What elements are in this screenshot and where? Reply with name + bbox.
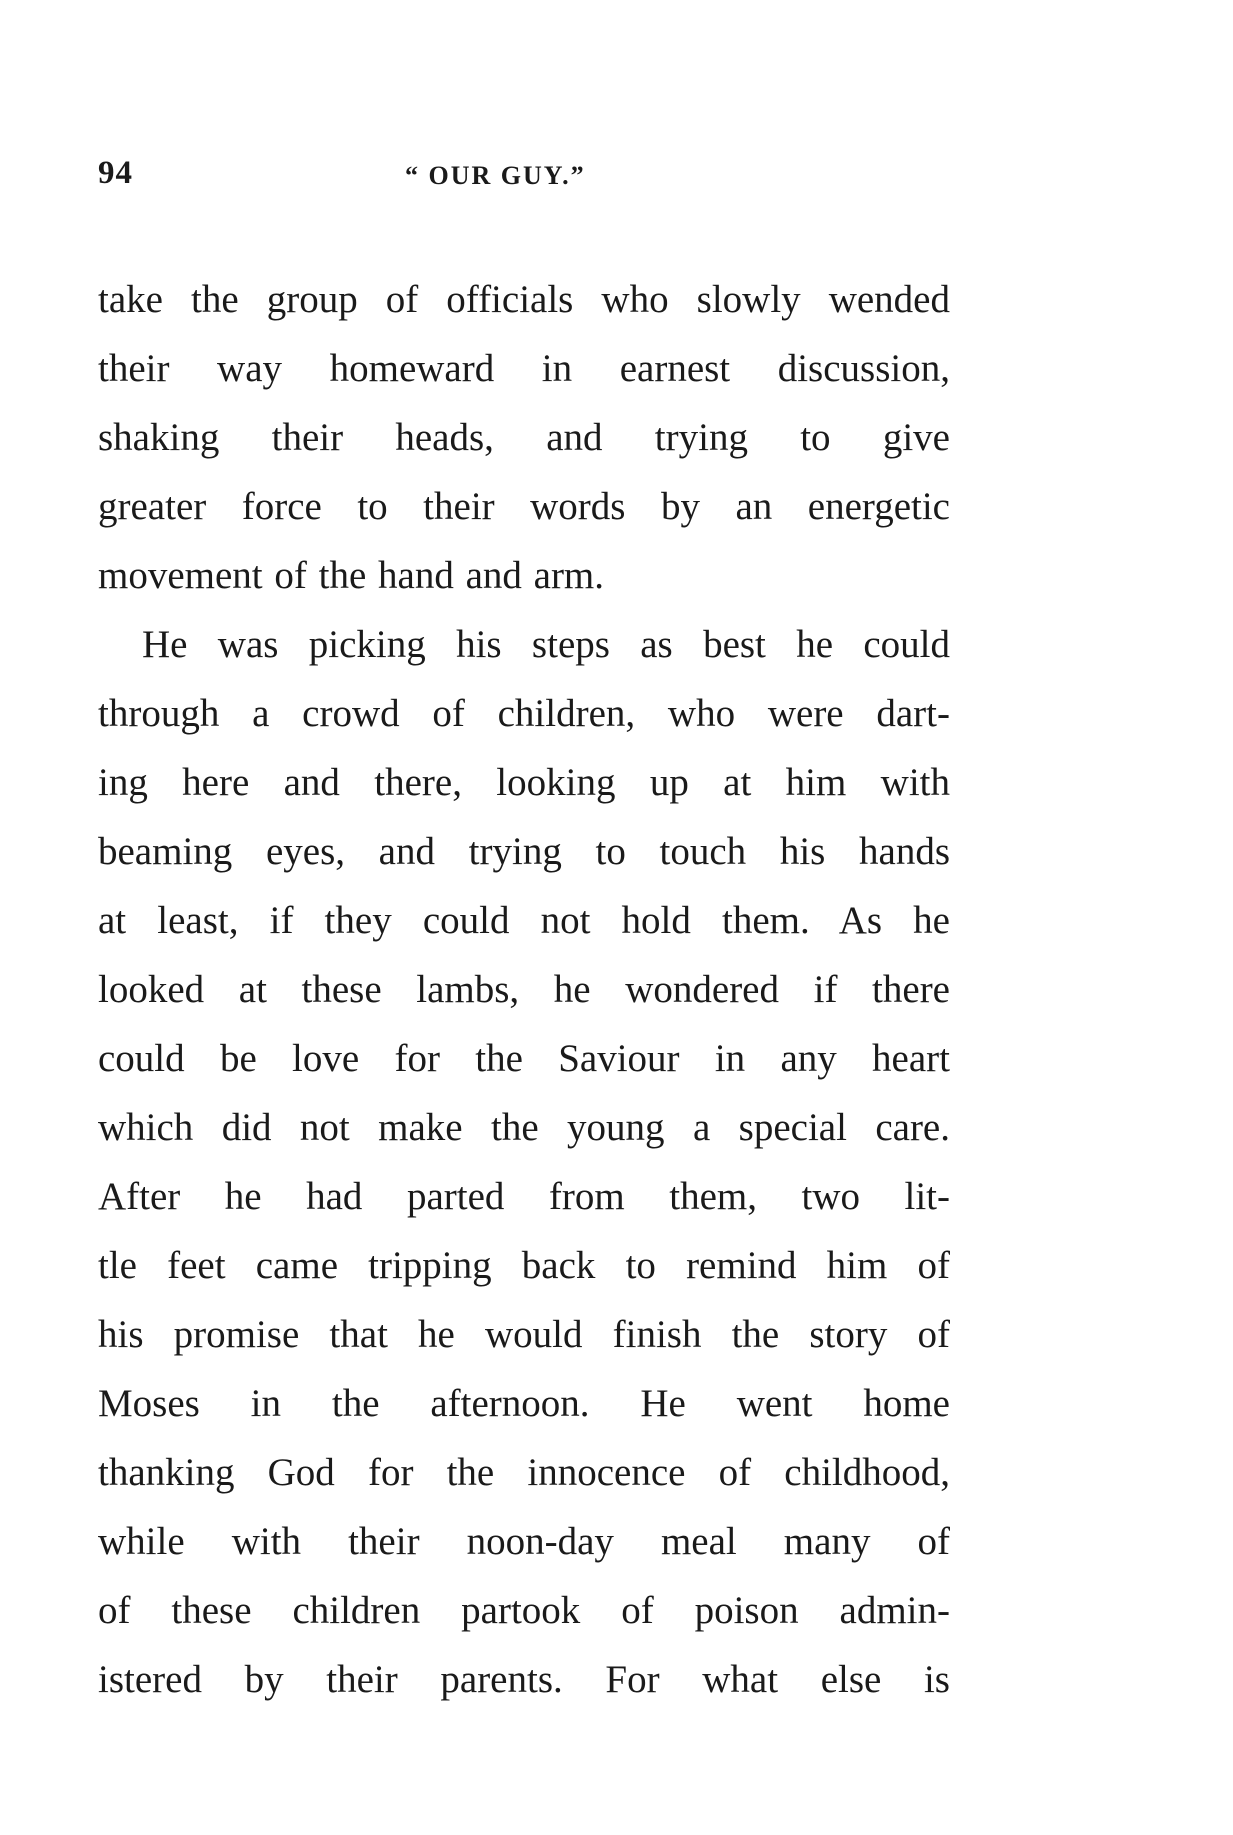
text-line: beaming eyes, and trying to touch his hands bbox=[98, 830, 950, 873]
text-line: while with their noon-day meal many of bbox=[98, 1520, 950, 1563]
text-line: his promise that he would finish the story of bbox=[98, 1313, 950, 1356]
text-line: could be love for the Saviour in any heart bbox=[98, 1037, 950, 1080]
text-line: After he had parted from them, two lit- bbox=[98, 1175, 950, 1218]
page-header bbox=[98, 155, 948, 205]
text-line: which did not make the young a special care. bbox=[98, 1106, 950, 1149]
text-line: He was picking his steps as best he could bbox=[142, 623, 950, 666]
text-line: Moses in the afternoon. He went home bbox=[98, 1382, 950, 1425]
text-line: ing here and there, looking up at him with bbox=[98, 761, 950, 804]
body-text bbox=[98, 265, 950, 1714]
text-line: of these children partook of poison admin- bbox=[98, 1589, 950, 1632]
running-title: “ OUR GUY.” bbox=[405, 161, 586, 190]
text-line: their way homeward in earnest discussion, bbox=[98, 347, 950, 390]
text-line: istered by their parents. For what else is bbox=[98, 1658, 950, 1701]
page-number: 94 bbox=[98, 155, 133, 191]
text-line: tle feet came tripping back to remind him of bbox=[98, 1244, 950, 1287]
text-line: shaking their heads, and trying to give bbox=[98, 416, 950, 459]
text-line: at least, if they could not hold them. As he bbox=[98, 899, 950, 942]
text-line: greater force to their words by an energetic bbox=[98, 485, 950, 528]
text-line: looked at these lambs, he wondered if there bbox=[98, 968, 950, 1011]
text-line: take the group of officials who slowly wended bbox=[98, 278, 950, 321]
text-line: movement of the hand and arm. bbox=[98, 554, 605, 597]
text-line: through a crowd of children, who were dart- bbox=[98, 692, 950, 735]
text-line: thanking God for the innocence of childhood, bbox=[98, 1451, 950, 1494]
